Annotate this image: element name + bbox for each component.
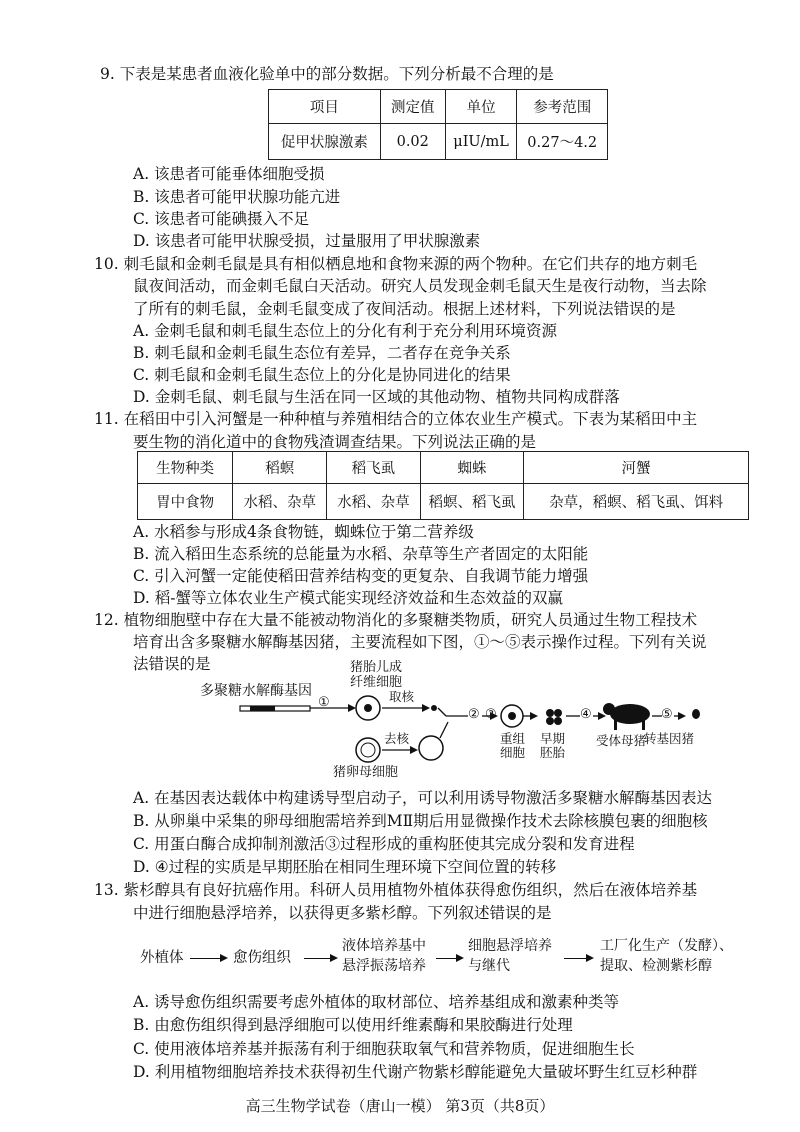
q13-stem-line: 中进行细胞悬浮培养，以获得更多紫杉醇。下列叙述错误的是 (133, 904, 552, 922)
q11-option-b: B. 流入稻田生态系统的总能量为水稻、杂草等生产者固定的太阳能 (133, 545, 589, 563)
q11-stem-line: 要生物的消化道中的食物残渣调查结果。下列说法正确的是 (133, 433, 537, 451)
q11-option-a: A. 水稻参与形成4条食物链，蜘蛛位于第二营养级 (133, 523, 474, 541)
q11-header-cell: 生物种类 (138, 452, 233, 484)
step-1-label: ① (318, 695, 330, 710)
q10-stem-line: 10. 刺毛鼠和金刺毛鼠是具有相似栖息地和食物来源的两个物种。在它们共存的地方刺毛 (94, 255, 698, 273)
step-4-label: ④ (580, 707, 592, 722)
q10-option-a: A. 金刺毛鼠和刺毛鼠生态位上的分化有利于充分利用环境资源 (133, 322, 558, 340)
q12-option-d: D. ④过程的实质是早期胚胎在相同生理环境下空间位置的转移 (133, 858, 557, 876)
q9-header-cell: 单位 (445, 90, 517, 124)
q13-stem-line: 13. 紫杉醇具有良好抗癌作用。科研人员用植物外植体获得愈伤组织，然后在液体培养基 (94, 881, 698, 899)
step-3-label: ③ (485, 707, 497, 722)
q12-option-b: B. 从卵巢中采集的卵母细胞需培养到MⅡ期后用显微操作技术去除核膜包裹的细胞核 (133, 812, 708, 830)
q12-option-a: A. 在基因表达载体中构建诱导型启动子，可以利用诱导物激活多聚糖水解酶基因表达 (133, 789, 713, 807)
step-2-label: ② (468, 707, 480, 722)
q9-option-d: D. 该患者可能甲状腺受损，过量服用了甲状腺激素 (133, 232, 481, 250)
q9-header-cell: 测定值 (380, 90, 445, 124)
q11-option-c: C. 引入河蟹一定能使稻田营养结构变的更复杂、自我调节能力增强 (133, 567, 589, 585)
enucleated-oocyte (419, 736, 443, 760)
callus-node: 愈伤组织 (233, 950, 291, 966)
q9-cell: μIU/mL (445, 124, 517, 160)
q9-option-b: B. 该患者可能甲状腺功能亢进 (133, 188, 341, 206)
nucleus-dot (431, 705, 437, 711)
q10-option-b: B. 刺毛鼠和金刺毛鼠生态位有差异，二者存在竞争关系 (133, 344, 511, 362)
q11-cell: 杂草，稻螟、稻飞虱、饵料 (524, 484, 749, 520)
industrial-node-2: 提取、检测紫杉醇 (600, 958, 712, 974)
fibroblast-nucleus (364, 704, 372, 712)
q9-cell: 促甲状腺激素 (269, 124, 381, 160)
q12-option-c: C. 用蛋白酶合成抑制剂激活③过程形成的重构胚使其完成分裂和发育进程 (133, 835, 635, 853)
q12-diagram-graphics (200, 660, 700, 780)
q9-cell: 0.27～4.2 (517, 124, 608, 160)
flow-arrow (564, 958, 592, 959)
q9-table (268, 89, 608, 160)
enucleate-label: 去核 (384, 731, 410, 746)
q9-header-cell: 项目 (269, 90, 381, 124)
q9-option-a: A. 该患者可能垂体细胞受损 (133, 165, 325, 183)
liquid-culture-node-1: 液体培养基中 (342, 938, 426, 954)
gene-label: 多聚糖水解酶基因 (200, 683, 312, 699)
q13-option-a: A. 诱导愈伤组织需要考虑外植体的取材部位、培养基组成和激素种类等 (133, 993, 620, 1011)
q13-option-b: B. 由愈伤组织得到悬浮细胞可以使用纤维素酶和果胶酶进行处理 (133, 1016, 573, 1034)
gene-bar-fill (250, 706, 275, 711)
industrial-node-1: 工厂化生产（发酵）、 (600, 938, 733, 954)
q11-cell: 水稻、杂草 (233, 484, 327, 520)
q9-header-cell: 参考范围 (517, 90, 608, 124)
flow-arrow (436, 958, 462, 959)
q11-header-cell: 蜘蛛 (420, 452, 523, 484)
q10-stem-line: 鼠夜间活动，而金刺毛鼠白天活动。研究人员发现金刺毛鼠天生是夜行动物，当去除 (133, 277, 707, 295)
step-5-label: ⑤ (661, 707, 673, 722)
q10-stem-line: 了所有的刺毛鼠，金刺毛鼠变成了夜间活动。根据上述材料，下列说法错误的是 (133, 300, 676, 318)
suspension-node-1: 细胞悬浮培养 (468, 938, 552, 954)
q9-stem: 9. 下表是某患者血液化验单中的部分数据。下列分析最不合理的是 (100, 65, 554, 83)
oocyte-label: 猪卵母细胞 (333, 765, 399, 780)
recon-cell-label: 重组细胞 (500, 731, 526, 760)
transgenic-pig-label: 转基因猪 (644, 731, 695, 746)
suspension-node-2: 与继代 (468, 958, 510, 974)
flow-arrow (190, 958, 226, 959)
q13-option-c: C. 使用液体培养基并振荡有利于细胞获取氧气和营养物质，促进细胞生长 (133, 1040, 635, 1058)
q12-stem-line: 法错误的是 (133, 655, 211, 673)
transgenic-pig-icon (692, 709, 700, 719)
flow-arrow (304, 958, 336, 959)
q11-cell: 水稻、杂草 (327, 484, 421, 520)
q13-option-d: D. 利用植物细胞培养技术获得初生代谢产物紫杉醇能避免大量破坏野生红豆杉种群 (133, 1063, 698, 1081)
q12-diagram (200, 660, 700, 780)
early-embryo-label: 早期胚胎 (540, 731, 566, 760)
page-footer: 高三生物学试卷（唐山一模） 第3页（共8页） (245, 1097, 555, 1115)
q11-option-d: D. 稻-蟹等立体农业生产模式能实现经济效益和生态效益的双赢 (133, 589, 563, 607)
q11-cell: 胃中食物 (138, 484, 233, 520)
q9-option-c: C. 该患者可能碘摄入不足 (133, 210, 310, 228)
q10-option-d: D. 金刺毛鼠、刺毛鼠与生活在同一区域的其他动物、植物共同构成群落 (133, 388, 620, 406)
q12-stem-line: 培育出含多聚糖水解酶基因猪，主要流程如下图，①～⑤表示操作过程。下列有关说 (133, 633, 707, 651)
q11-header-cell: 稻螟 (233, 452, 327, 484)
q11-cell: 稻螟、稻飞虱 (420, 484, 523, 520)
embryo-cell (546, 709, 554, 717)
recipient-sow-label: 受体母猪 (596, 733, 647, 748)
q11-header-cell: 稻飞虱 (327, 452, 421, 484)
q11-table (137, 451, 749, 520)
take-nucleus-label: 取核 (389, 689, 415, 704)
q13-flow (140, 935, 760, 985)
q10-option-c: C. 刺毛鼠和金刺毛鼠生态位上的分化是协同进化的结果 (133, 366, 511, 384)
fibroblast-label: 猪胎儿成纤维细胞 (350, 660, 403, 690)
arrow-1-head (348, 704, 356, 712)
q11-header-cell: 河蟹 (524, 452, 749, 484)
explant-node: 外植体 (140, 950, 184, 966)
liquid-culture-node-2: 悬浮振荡培养 (342, 958, 426, 974)
q11-stem-line: 11. 在稻田中引入河蟹是一种种植与养殖相结合的立体农业生产模式。下表为某稻田中主 (94, 410, 698, 428)
q12-stem-line: 12. 植物细胞壁中存在大量不能被动物消化的多聚糖类物质，研究人员通过生物工程技术 (94, 611, 698, 629)
recipient-sow-icon (603, 703, 650, 730)
q9-cell: 0.02 (380, 124, 445, 160)
oocyte-cell (356, 738, 380, 762)
